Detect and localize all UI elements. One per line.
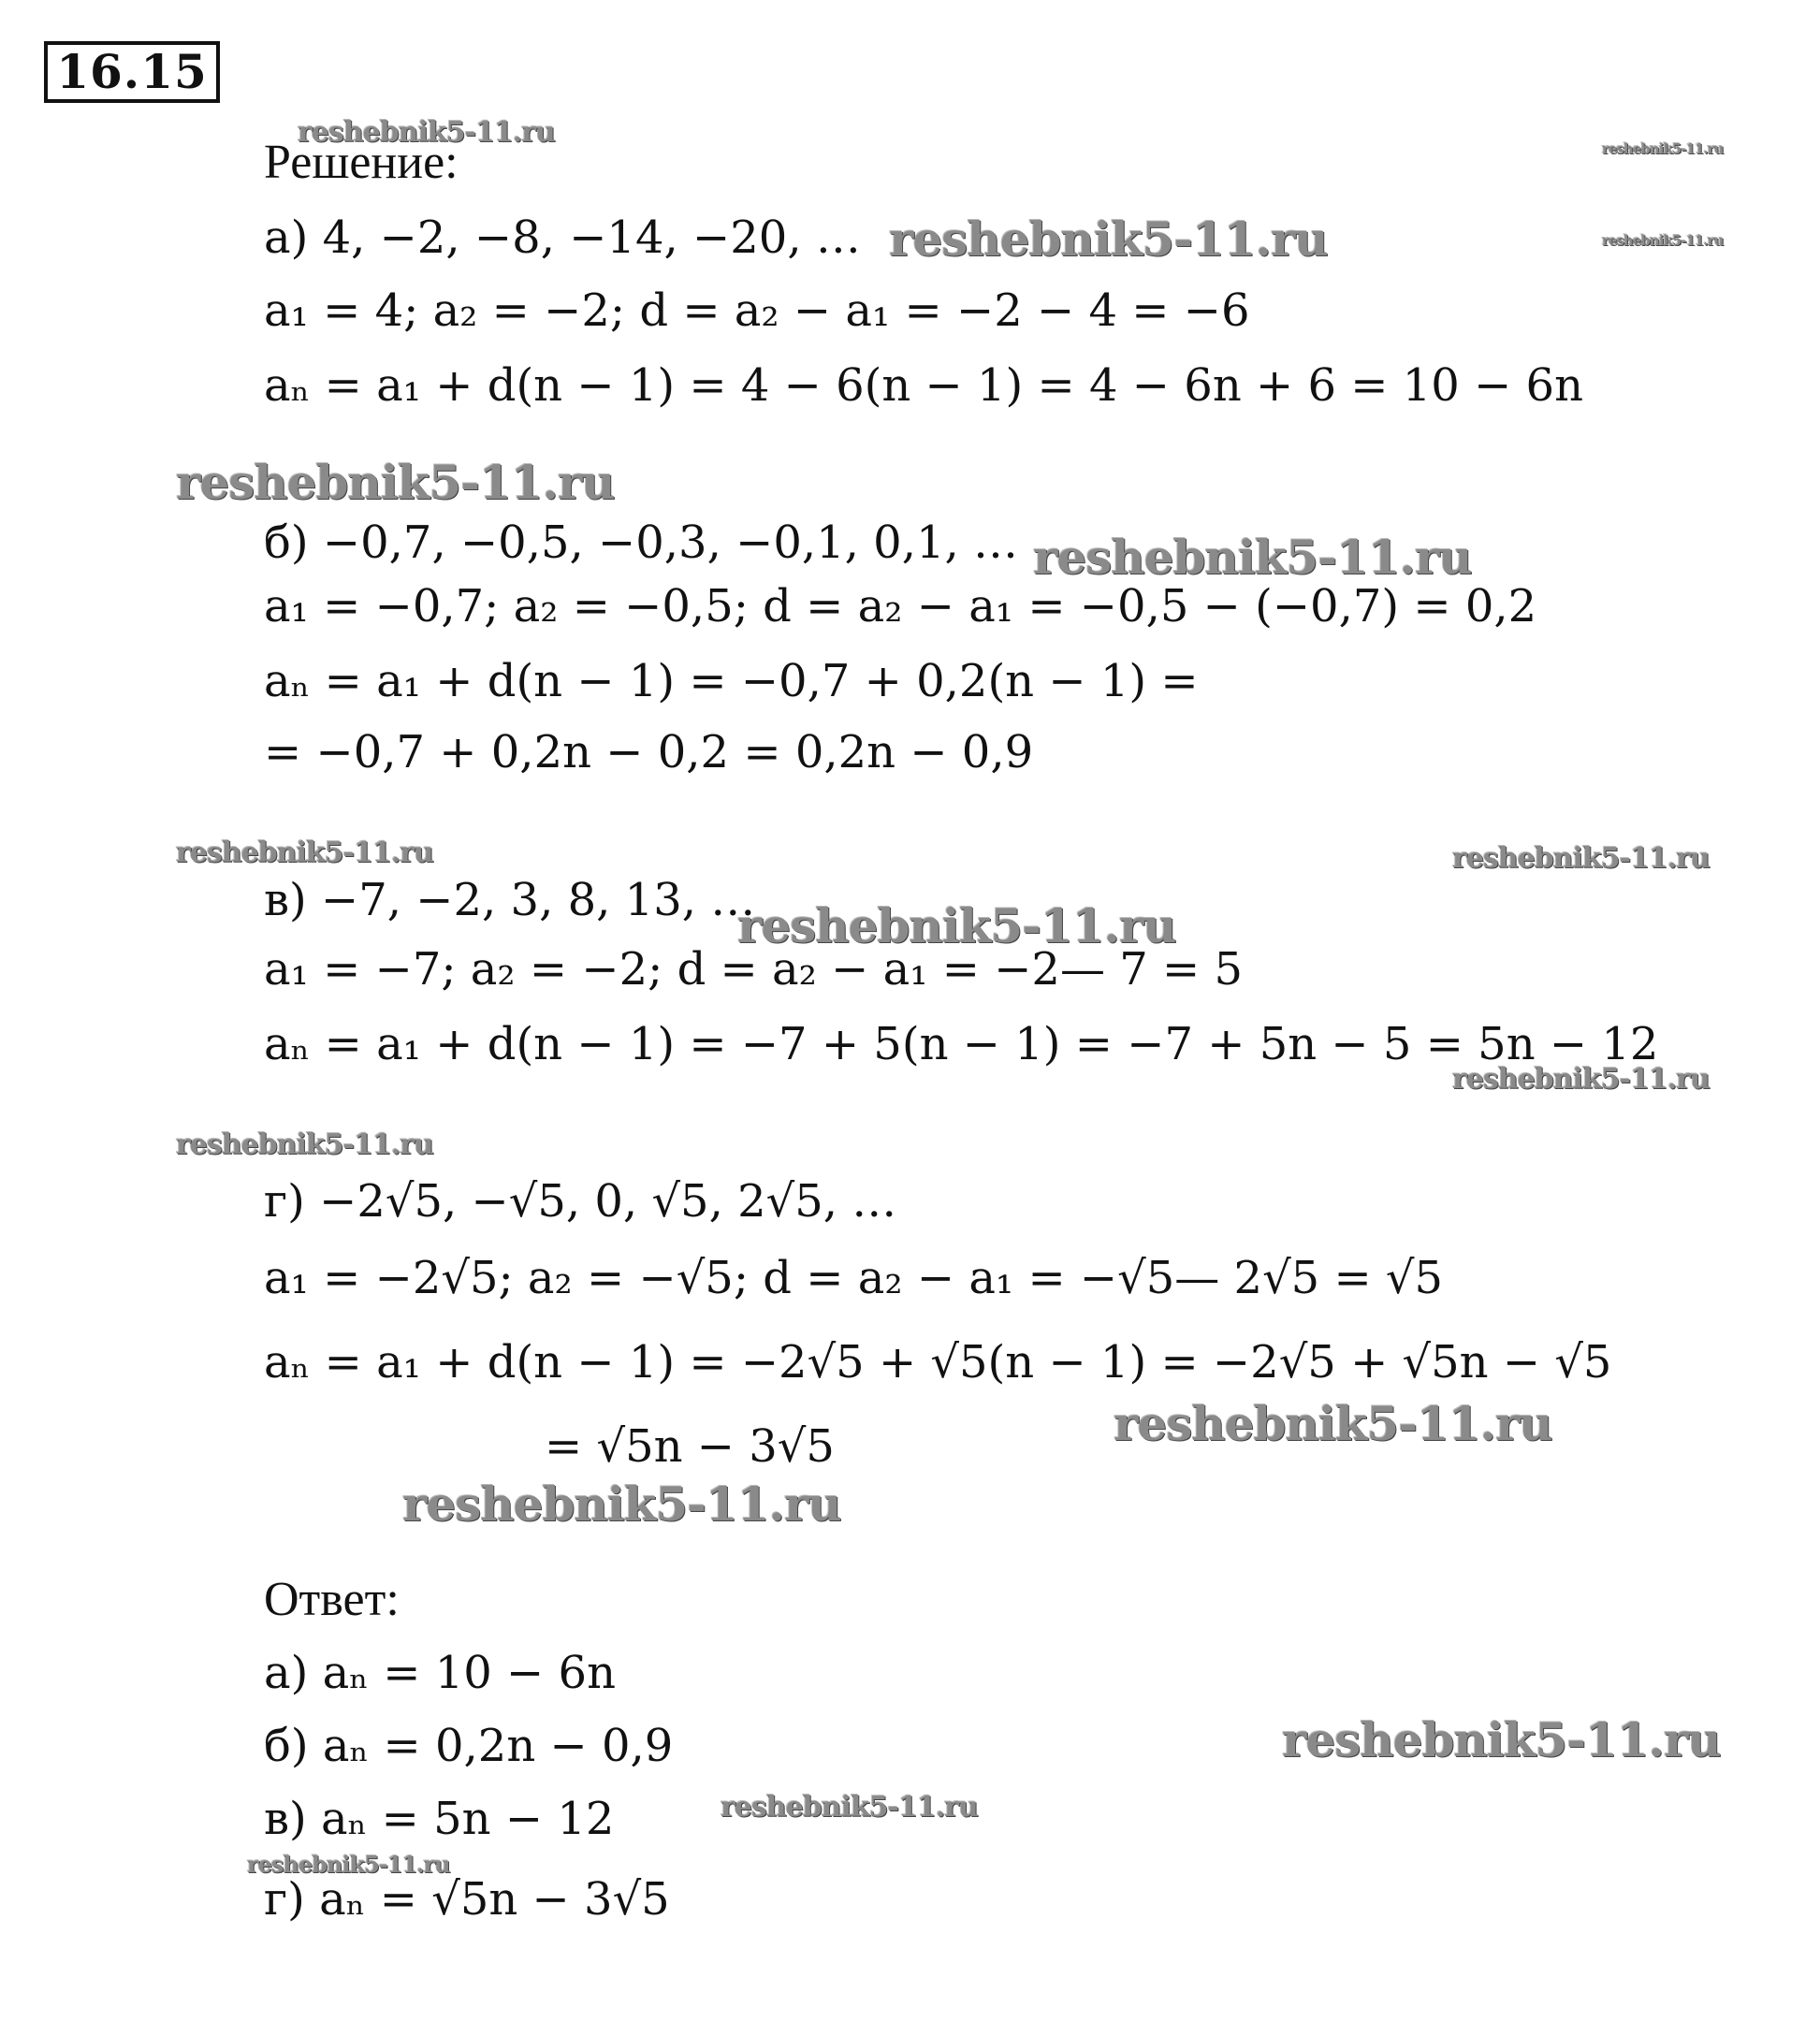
watermark: reshebnik5-11.ru <box>1452 1063 1710 1096</box>
answer-a: а) aₙ = 10 − 6n <box>264 1647 616 1699</box>
watermark: reshebnik5-11.ru <box>176 836 433 869</box>
answer-b: б) aₙ = 0,2n − 0,9 <box>264 1720 674 1772</box>
answer-g: г) aₙ = √5n − 3√5 <box>264 1873 670 1926</box>
watermark: reshebnik5-11.ru <box>1452 842 1710 875</box>
part-b-line-1: a₁ = −0,7; a₂ = −0,5; d = a₂ − a₁ = −0,5 − (−0,7) = 0,2 <box>264 580 1537 632</box>
watermark: reshebnik5-11.ru <box>1602 232 1724 249</box>
watermark: reshebnik5-11.ru <box>402 1476 841 1532</box>
part-a-line-2: aₙ = a₁ + d(n − 1) = 4 − 6(n − 1) = 4 − 6n + 6 = 10 − 6n <box>264 359 1583 412</box>
answer-label: Ответ: <box>264 1573 400 1626</box>
part-b-line-2: aₙ = a₁ + d(n − 1) = −0,7 + 0,2(n − 1) = <box>264 655 1199 707</box>
watermark: reshebnik5-11.ru <box>1033 530 1472 585</box>
part-v-line-2: aₙ = a₁ + d(n − 1) = −7 + 5(n − 1) = −7 + 5n − 5 = 5n − 12 <box>264 1018 1659 1070</box>
part-g-line-2: aₙ = a₁ + d(n − 1) = −2√5 + √5(n − 1) = −2√5 + √5n − √5 <box>264 1336 1612 1389</box>
solution-label: Решение: <box>264 136 459 189</box>
part-g-line-1: a₁ = −2√5; a₂ = −√5; d = a₂ − a₁ = −√5— 2√5 = √5 <box>264 1252 1444 1304</box>
watermark: reshebnik5-11.ru <box>1114 1396 1552 1451</box>
watermark: reshebnik5-11.ru <box>1282 1712 1721 1767</box>
watermark: reshebnik5-11.ru <box>721 1791 978 1824</box>
watermark: reshebnik5-11.ru <box>247 1851 450 1878</box>
part-v-line-1: a₁ = −7; a₂ = −2; d = a₂ − a₁ = −2— 7 = 5 <box>264 943 1244 996</box>
watermark: reshebnik5-11.ru <box>176 455 615 510</box>
watermark: reshebnik5-11.ru <box>889 211 1328 267</box>
part-g-line-3: = √5n − 3√5 <box>545 1420 835 1473</box>
part-v-sequence: в) −7, −2, 3, 8, 13, … <box>264 874 756 926</box>
part-g-sequence: г) −2√5, −√5, 0, √5, 2√5, … <box>264 1175 897 1228</box>
part-b-sequence: б) −0,7, −0,5, −0,3, −0,1, 0,1, … <box>264 516 1019 569</box>
part-a-line-1: a₁ = 4; a₂ = −2; d = a₂ − a₁ = −2 − 4 = −6 <box>264 284 1250 337</box>
part-b-line-3: = −0,7 + 0,2n − 0,2 = 0,2n − 0,9 <box>264 726 1034 778</box>
task-number: 16.15 <box>44 41 220 103</box>
watermark: reshebnik5-11.ru <box>1602 140 1724 157</box>
watermark: reshebnik5-11.ru <box>176 1128 433 1161</box>
part-a-sequence: а) 4, −2, −8, −14, −20, … <box>264 211 861 264</box>
watermark: reshebnik5-11.ru <box>737 898 1176 953</box>
watermark: reshebnik5-11.ru <box>298 116 555 149</box>
answer-v: в) aₙ = 5n − 12 <box>264 1793 615 1845</box>
